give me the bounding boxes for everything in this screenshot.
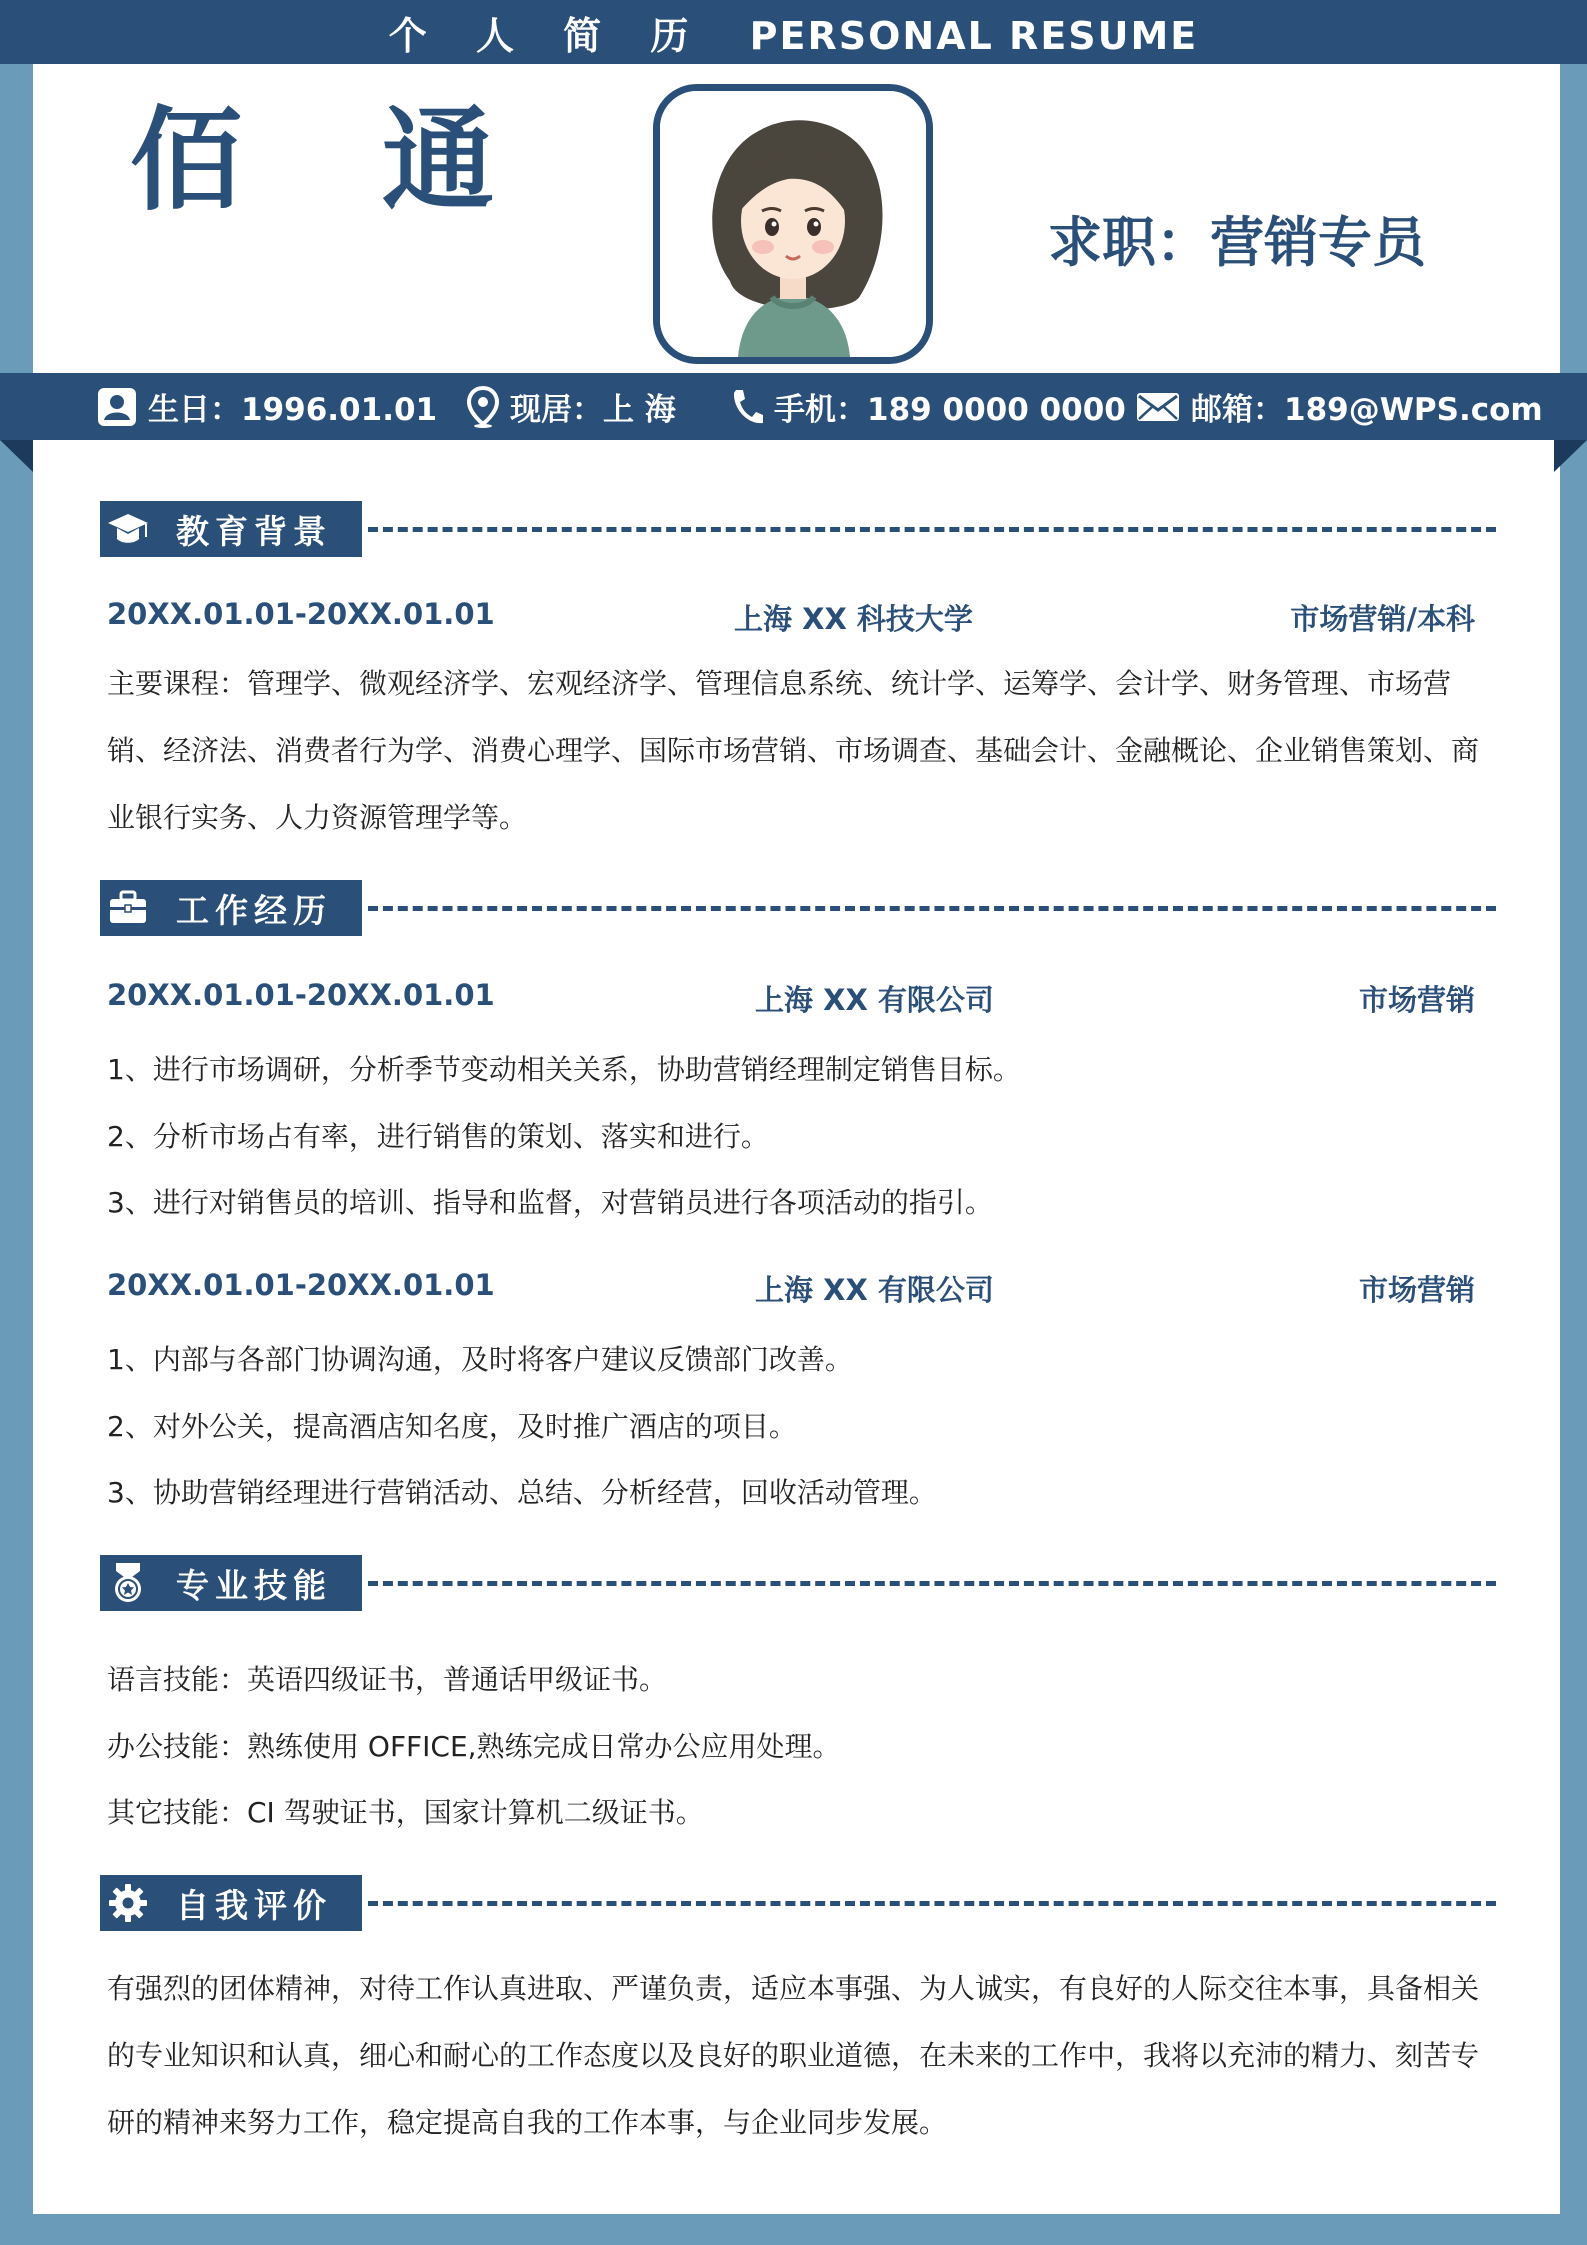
phone-text: 手机：189 0000 0000 xyxy=(774,392,1126,428)
birthday-text: 生日：1996.01.01 xyxy=(148,392,438,428)
work-duty: 1、内部与各部门协调沟通，及时将客户建议反馈部门改善。 xyxy=(107,1343,853,1376)
title-cn: 个 人 简 历 xyxy=(388,14,707,58)
section-divider xyxy=(368,527,1496,532)
work-period: 20XX.01.01-20XX.01.01 xyxy=(107,978,495,1012)
work-duty: 2、分析市场占有率，进行销售的策划、落实和进行。 xyxy=(107,1120,769,1153)
job-objective: 求职：营销专员 xyxy=(1048,211,1426,274)
evaluation-text: 有强烈的团体精神，对待工作认真进取、严谨负责，适应本事强、为人诚实，有良好的人际交往本事，具备相关的专业知识和认真，细心和耐心的工作态度以及良好的职业道德，在未来的工作中，我将以充沛的精力、刻苦专研的精神来努力工作，稳定提高自我的工作本事，与企业同步发展。 xyxy=(107,1972,1480,2139)
email-item xyxy=(1135,373,1543,440)
work-duty: 3、协助营销经理进行营销活动、总结、分析经营，回收活动管理。 xyxy=(107,1476,937,1509)
work-duty: 2、对外公关，提高酒店知名度，及时推广酒店的项目。 xyxy=(107,1410,797,1443)
ribbon-fold-left xyxy=(0,440,33,472)
work-company: 上海 XX 有限公司 xyxy=(755,1273,994,1307)
work-section-header xyxy=(100,880,1496,936)
work-duty: 3、进行对销售员的培训、指导和监督，对营销员进行各项活动的指引。 xyxy=(107,1186,993,1219)
skills-section-header xyxy=(100,1555,1496,1611)
education-label xyxy=(100,501,362,557)
phone-icon xyxy=(730,387,764,427)
education-section-header xyxy=(100,501,1496,557)
residence-text: 现居：上 海 xyxy=(510,392,676,428)
evaluation-label xyxy=(100,1875,362,1931)
work-label xyxy=(100,880,362,936)
user-icon xyxy=(96,386,138,428)
evaluation-title: 自我评价 xyxy=(176,1885,332,1925)
envelope-icon xyxy=(1135,390,1181,424)
section-divider xyxy=(368,906,1496,911)
briefcase-icon xyxy=(107,889,149,927)
contact-bar xyxy=(0,373,1587,440)
phone-item xyxy=(730,373,1126,440)
work-entry-2 xyxy=(107,1268,1475,1308)
education-period: 20XX.01.01-20XX.01.01 xyxy=(107,597,495,631)
work-title: 工作经历 xyxy=(176,890,332,930)
skill-item: 其它技能：CI 驾驶证书，国家计算机二级证书。 xyxy=(107,1796,704,1829)
avatar-illustration xyxy=(660,91,926,357)
residence-item xyxy=(466,373,676,440)
work-period: 20XX.01.01-20XX.01.01 xyxy=(107,1268,495,1302)
work-company: 上海 XX 有限公司 xyxy=(755,983,994,1017)
title-en: PERSONAL RESUME xyxy=(749,14,1199,58)
section-divider xyxy=(368,1581,1496,1586)
education-entry xyxy=(107,597,1475,637)
skill-item: 办公技能：熟练使用 OFFICE,熟练完成日常办公应用处理。 xyxy=(107,1730,841,1763)
section-divider xyxy=(368,1901,1496,1906)
gear-icon xyxy=(107,1882,149,1924)
skills-label xyxy=(100,1555,362,1611)
education-courses: 主要课程：管理学、微观经济学、宏观经济学、管理信息系统、统计学、运筹学、会计学、财务管理、市场营销、经济法、消费者行为学、消费心理学、国际市场营销、市场调查、基础会计、金融概论、企业销售策划、商业银行实务、人力资源管理学等。 xyxy=(107,667,1480,834)
work-entry-1 xyxy=(107,978,1475,1018)
education-school: 上海 XX 科技大学 xyxy=(734,602,973,636)
work-duty: 1、进行市场调研，分析季节变动相关关系，协助营销经理制定销售目标。 xyxy=(107,1053,1021,1086)
work-role: 市场营销 xyxy=(1358,1273,1475,1307)
birthday-item xyxy=(96,373,437,440)
education-title: 教育背景 xyxy=(176,511,332,551)
ribbon-fold-right xyxy=(1554,440,1587,472)
location-pin-icon xyxy=(466,386,500,428)
title-bar xyxy=(0,0,1587,64)
avatar xyxy=(653,84,933,364)
skills-title: 专业技能 xyxy=(176,1565,332,1605)
skill-item: 语言技能：英语四级证书，普通话甲级证书。 xyxy=(107,1663,668,1696)
education-major: 市场营销/本科 xyxy=(1290,602,1475,636)
evaluation-section-header xyxy=(100,1875,1496,1931)
graduation-cap-icon xyxy=(106,509,150,549)
email-text: 邮箱：189@WPS.com xyxy=(1191,392,1543,428)
work-role: 市场营销 xyxy=(1358,983,1475,1017)
medal-icon xyxy=(110,1561,146,1605)
candidate-name: 佰通 xyxy=(130,96,634,226)
